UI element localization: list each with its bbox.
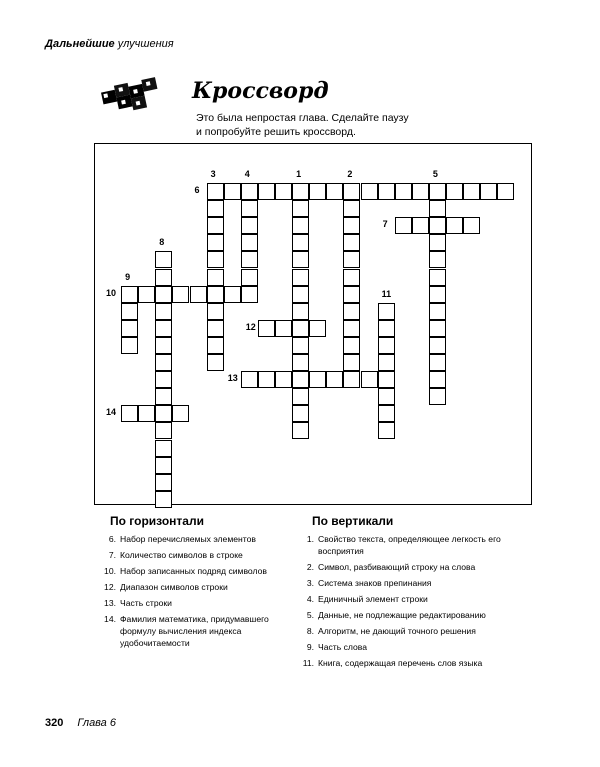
clue-item: 2. Символ, разбивающий строку на слова xyxy=(306,562,476,572)
running-head: Дальнейшие улучшения xyxy=(45,38,174,50)
clue-item: 14. Фамилия математика, придумавшего формулу вычисления индекса удобочитаемости xyxy=(104,614,269,648)
clue-number: 9 xyxy=(125,271,131,282)
down-heading: По вертикали xyxy=(312,514,394,528)
clue-number: 3 xyxy=(210,168,216,179)
clue-item: 11. Книга, содержащая перечень слов языка xyxy=(302,658,483,668)
across-heading: По горизонтали xyxy=(110,514,204,528)
clue-item: 10. Набор записанных подряд символов xyxy=(104,566,267,576)
clue-number: 1 xyxy=(296,168,302,179)
chapter-label: Глава 6 xyxy=(77,717,116,729)
clue-item: 6. Набор перечисляемых элементов xyxy=(108,534,256,544)
crossword-logo xyxy=(96,72,170,116)
down-clue-list xyxy=(294,533,514,673)
page-title: Кроссворд xyxy=(192,78,329,104)
crossword-frame xyxy=(94,143,532,505)
clue-item: 8. Алгоритм, не дающий точного решения xyxy=(306,626,476,636)
clue-number: 11 xyxy=(381,288,392,299)
page-number: 320 xyxy=(45,717,64,729)
clue-number: 6 xyxy=(194,185,200,195)
clue-number: 14 xyxy=(106,407,117,418)
clue-number: 2 xyxy=(347,168,353,179)
clue-number: 10 xyxy=(106,287,117,298)
clue-number: 8 xyxy=(159,237,165,248)
across-clue-list xyxy=(96,533,296,653)
clue-item: 4. Единичный элемент строки xyxy=(306,594,428,604)
clue-item: 3. Система знаков препинания xyxy=(306,578,432,588)
clue-item: 12. Диапазон символов строки xyxy=(104,582,228,592)
clue-item: 9. Часть слова xyxy=(306,642,368,652)
clue-item: 1. Свойство текста, определяющее легкость его восприятия xyxy=(306,534,501,556)
page-footer xyxy=(45,717,116,729)
clue-item: 7. Количество символов в строке xyxy=(108,550,243,560)
clue-number: 13 xyxy=(227,373,238,384)
clue-number: 7 xyxy=(382,219,388,230)
intro-text: Это была непростая глава. Сделайте паузу и попробуйте решить кроссворд. xyxy=(196,112,409,138)
clue-item: 5. Данные, не подлежащие редактированию xyxy=(306,610,486,620)
clue-number: 4 xyxy=(244,168,250,179)
clue-number: 12 xyxy=(245,321,256,332)
clue-number: 5 xyxy=(432,168,438,179)
clue-item: 13. Часть строки xyxy=(104,598,172,608)
